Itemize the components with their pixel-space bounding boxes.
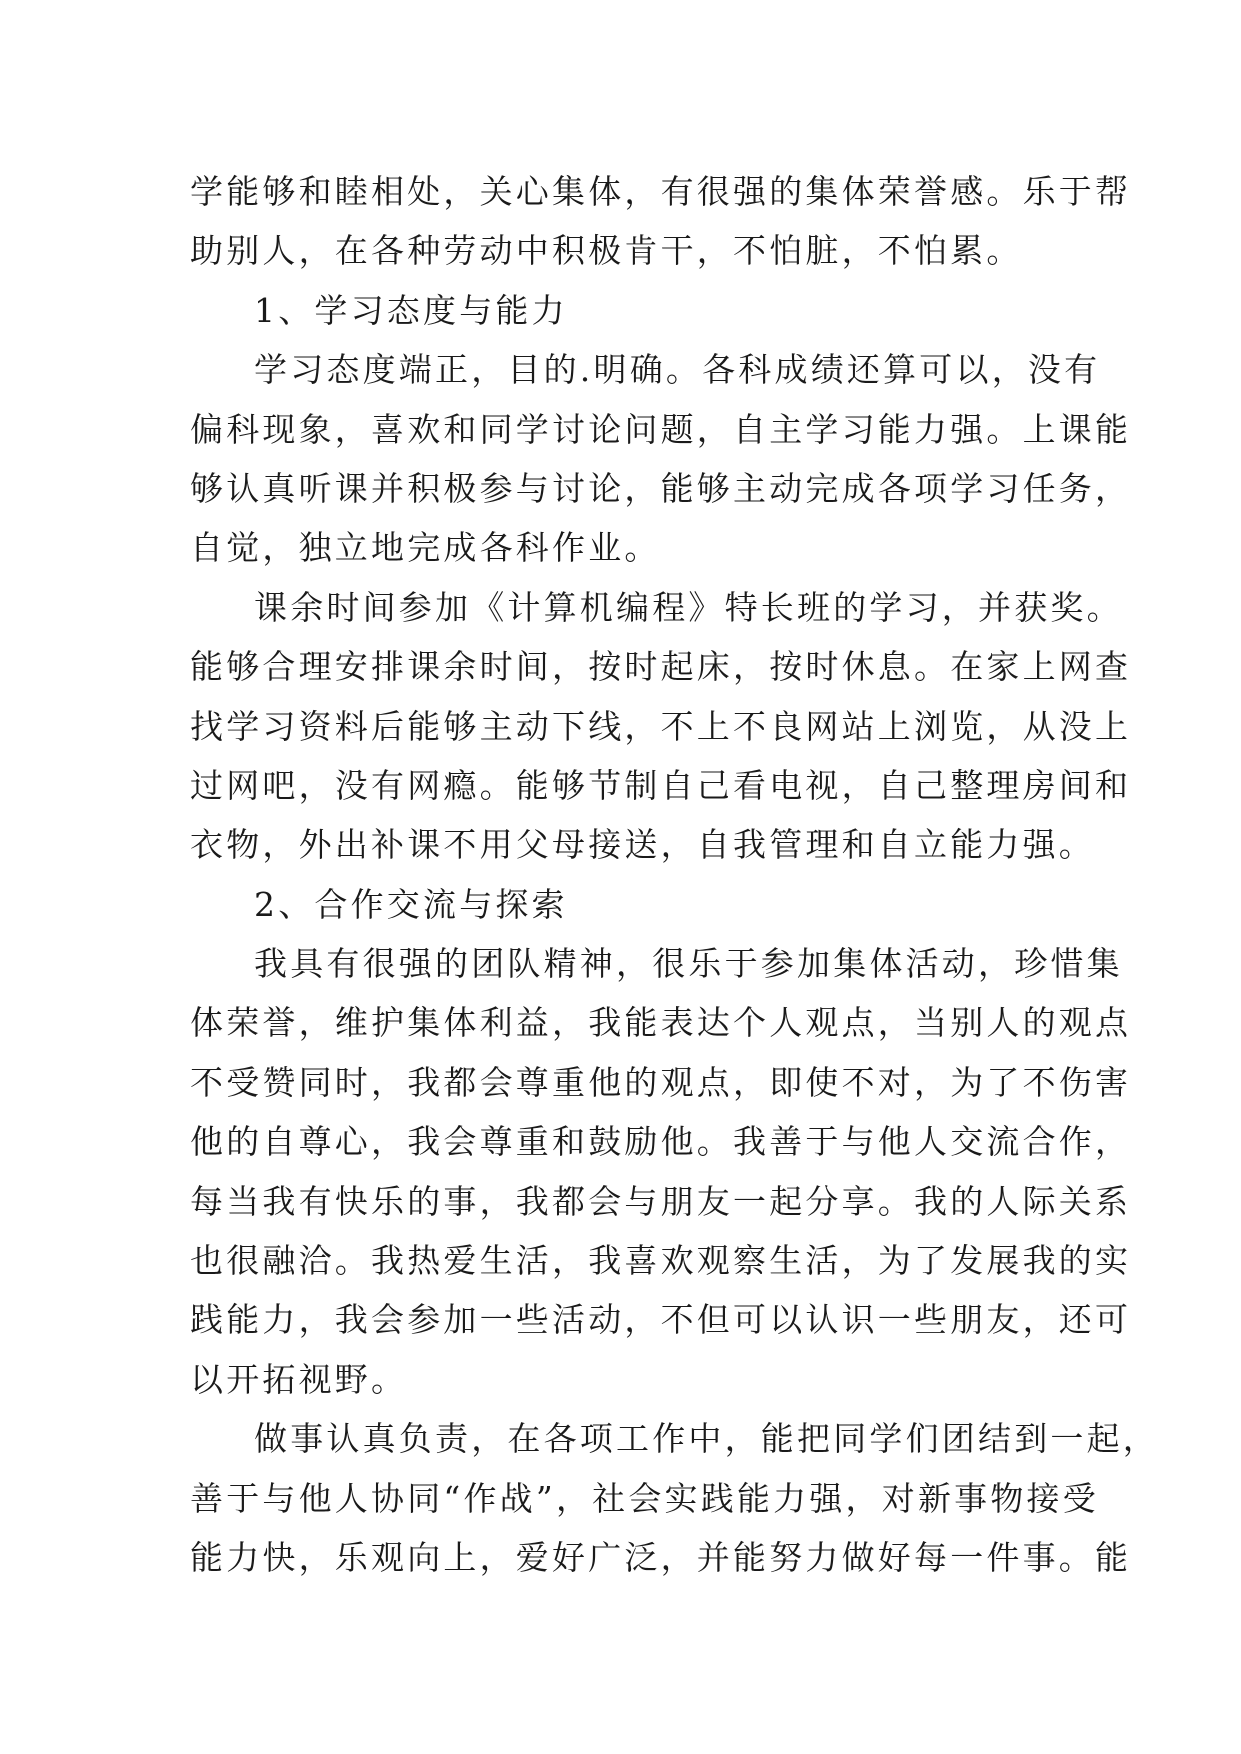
section-heading: 1、学习态度与能力: [254, 290, 568, 330]
text-line: 践能力，我会参加一些活动，不但可以认识一些朋友，还可: [190, 1300, 1132, 1340]
text-line: 衣物，外出补课不用父母接送，自我管理和自立能力强。: [190, 825, 1095, 865]
text-line: 体荣誉，维护集体利益，我能表达个人观点，当别人的观点: [190, 1003, 1132, 1043]
text-line: 助别人，在各种劳动中积极肯干，不怕脏，不怕累。: [190, 231, 1023, 271]
text-line: 每当我有快乐的事，我都会与朋友一起分享。我的人际关系: [190, 1181, 1132, 1221]
text-line: 能够合理安排课余时间，按时起床，按时休息。在家上网查: [190, 647, 1132, 687]
paragraph-start: 课余时间参加《计算机编程》特长班的学习，并获奖。: [254, 587, 1123, 627]
section-heading: 2、合作交流与探索: [254, 884, 568, 924]
text-line: 也很融洽。我热爱生活，我喜欢观察生活，为了发展我的实: [190, 1241, 1132, 1281]
text-line: 学能够和睦相处，关心集体，有很强的集体荣誉感。乐于帮: [190, 172, 1132, 211]
text-line: 找学习资料后能够主动下线，不上不良网站上浏览，从没上: [190, 706, 1132, 746]
text-line: 够认真听课并积极参与讨论，能够主动完成各项学习任务，: [190, 468, 1132, 508]
text-line: 善于与他人协同“作战”，社会实践能力强，对新事物接受: [190, 1478, 1099, 1518]
text-line: 自觉，独立地完成各科作业。: [190, 528, 661, 568]
text-line: 他的自尊心，我会尊重和鼓励他。我善于与他人交流合作，: [190, 1122, 1132, 1162]
paragraph-start: 我具有很强的团队精神，很乐于参加集体活动，珍惜集: [254, 944, 1123, 984]
text-line: 过网吧，没有网瘾。能够节制自己看电视，自己整理房间和: [190, 765, 1132, 805]
text-line: 不受赞同时，我都会尊重他的观点，即使不对，为了不伤害: [190, 1062, 1132, 1102]
text-line: 以开拓视野。: [190, 1359, 408, 1399]
text-line: 偏科现象，喜欢和同学讨论问题，自主学习能力强。上课能: [190, 409, 1132, 449]
paragraph-start: 做事认真负责，在各项工作中，能把同学们团结到一起，: [254, 1419, 1159, 1459]
text-line: 能力快，乐观向上，爱好广泛，并能努力做好每一件事。能: [190, 1537, 1132, 1577]
body-text: [190, 162, 1159, 1587]
paragraph-start: 学习态度端正，目的.明确。各科成绩还算可以，没有: [254, 350, 1101, 390]
